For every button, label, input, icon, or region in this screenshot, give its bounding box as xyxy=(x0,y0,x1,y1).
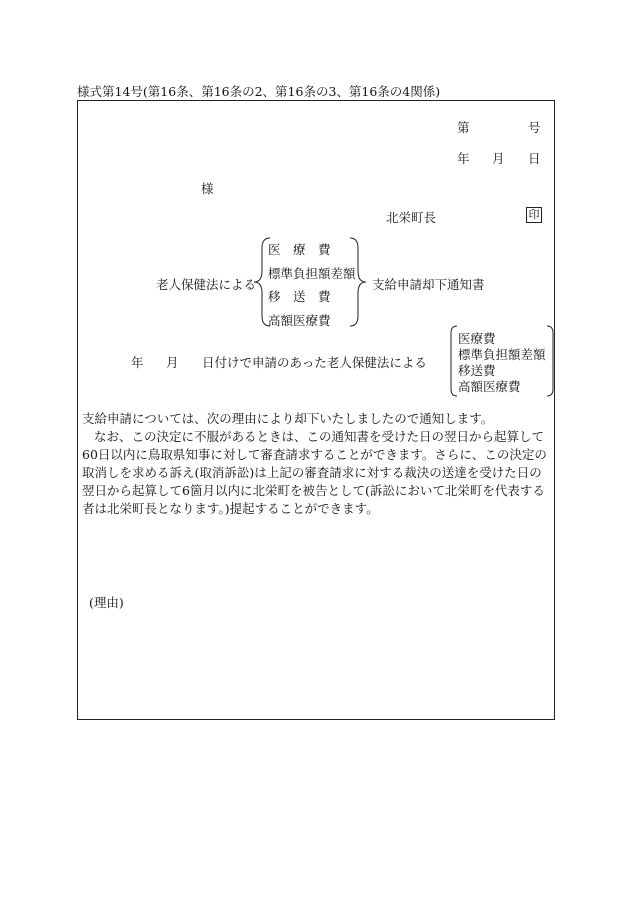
title-item-iryouhi: 医 療 費 xyxy=(268,242,331,257)
date-month: 月 xyxy=(492,151,505,166)
seal-mark: 印 xyxy=(526,207,542,223)
title-item-kougaku: 高額医療費 xyxy=(268,313,331,328)
app-year: 年 xyxy=(131,355,144,370)
app-item-hyoujun: 標準負担額差額 xyxy=(458,347,546,362)
number-dai: 第 xyxy=(457,120,470,135)
addressee-honorific: 様 xyxy=(201,181,214,196)
app-item-iryouhi: 医療費 xyxy=(458,331,496,346)
app-item-isouhi: 移送費 xyxy=(458,363,496,378)
title-item-isouhi: 移 送 費 xyxy=(268,289,331,304)
date-year: 年 xyxy=(457,151,470,166)
title-prefix: 老人保健法による xyxy=(156,277,257,292)
date-day: 日 xyxy=(528,151,541,166)
title-suffix: 支給申請却下通知書 xyxy=(372,277,485,292)
app-text: 日付けで申請のあった老人保健法による xyxy=(202,355,427,370)
notice-body xyxy=(82,410,550,518)
notice-text: 支給申請については、次の理由により却下いたしましたので通知します。 xyxy=(82,411,494,426)
appeal-text: なお、この決定に不服があるときは、この通知書を受けた日の翌日から起算して60日以内に鳥取県知事に対して審査請求することができます。さらに、この決定の取消しを求める訴え(取消訴訟)は上記の審査請求に対する裁決の送達を受けた日の翌日から起算して6箇月以内に北栄町を被告として(訴訟において北栄町を代表する者は北栄町長となります。)提起することができます。 xyxy=(82,429,547,516)
issuer: 北栄町長 xyxy=(386,210,437,225)
title-item-hyoujun: 標準負担額差額 xyxy=(268,266,356,281)
app-month: 月 xyxy=(166,355,179,370)
app-item-kougaku: 高額医療費 xyxy=(458,379,521,394)
reason-label: (理由) xyxy=(89,595,124,610)
form-title: 様式第14号(第16条、第16条の2、第16条の3、第16条の4関係) xyxy=(77,84,441,99)
number-go: 号 xyxy=(528,120,541,135)
